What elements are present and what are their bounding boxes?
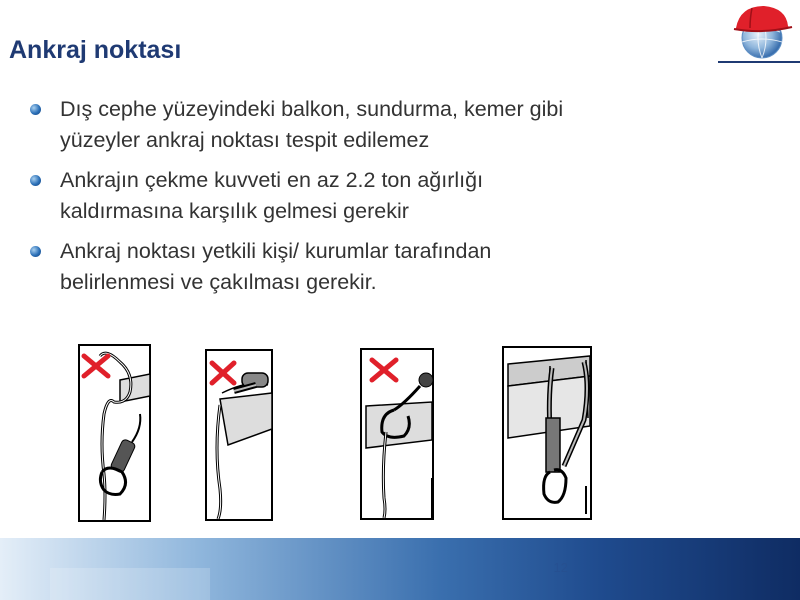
bullet-item xyxy=(30,165,730,227)
bullet-text-line: belirlenmesi ve çakılması gerekir. xyxy=(60,270,377,294)
bullet-text-line: Dış cephe yüzeyindeki balkon, sundurma, kemer gibi xyxy=(60,97,564,121)
logo-underline xyxy=(718,61,800,63)
page-number: 12 xyxy=(553,560,568,575)
rope-around-beam-wrong-figure xyxy=(70,344,160,528)
bullet-list xyxy=(30,94,730,307)
bullet-text-line: Ankraj noktası yetkili kişi/ kurumlar tarafından xyxy=(60,239,492,263)
anchor-figures xyxy=(0,340,800,530)
bullet-dot-icon xyxy=(30,246,41,257)
bullet-item xyxy=(30,236,730,298)
loop-around-beam-wrong-figure xyxy=(198,349,278,527)
bullet-text-line: yüzeyler ankraj noktası tespit edilemez xyxy=(60,128,430,152)
footer-shade xyxy=(50,568,210,600)
bullet-text-line: Ankrajın çekme kuvveti en az 2.2 ton ağırlığı xyxy=(60,168,484,192)
bullet-dot-icon xyxy=(30,175,41,186)
bullet-dot-icon xyxy=(30,104,41,115)
lanyard-wrapped-beam-wrong-figure xyxy=(360,348,440,526)
slide-title: Ankraj noktası xyxy=(9,36,182,64)
bullet-item xyxy=(30,94,730,156)
safety-helmet-globe-logo xyxy=(722,2,798,60)
bullet-text-line: kaldırmasına karşılık gelmesi gerekir xyxy=(60,199,409,223)
footer-bar xyxy=(0,538,800,600)
beam-strap-anchor-correct-figure xyxy=(500,346,596,522)
